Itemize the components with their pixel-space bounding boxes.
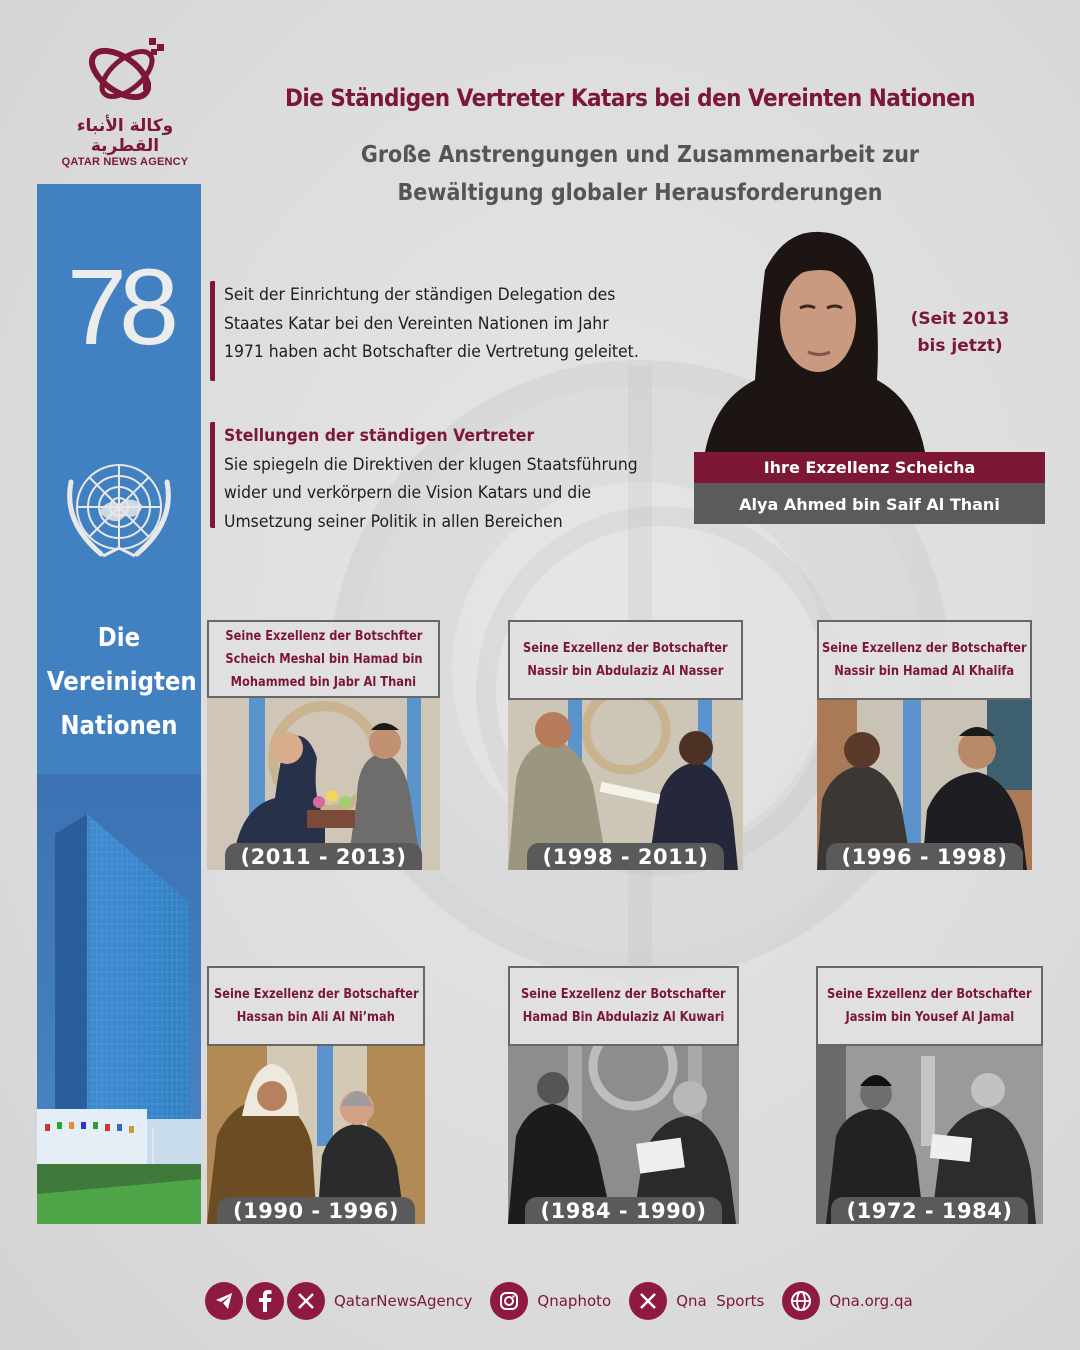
ambassador-title: Seine Exzellenz der Botschafter (827, 987, 1032, 1002)
term-years-badge: (1972 - 1984) (831, 1197, 1029, 1224)
term-years-badge: (1996 - 1998) (826, 843, 1024, 870)
current-ambassador-title: Ihre Exzellenz Scheicha (694, 452, 1045, 483)
ambassador-title: Seine Exzellenz der Botschafter (523, 641, 728, 656)
anniversary-number: 78 (66, 246, 172, 367)
ambassador-name: Nassir bin Hamad Al Khalifa (834, 664, 1015, 679)
positions-line: wider und verkörpern die Vision Katars und die (224, 483, 592, 503)
un-emblem-icon (59, 452, 179, 572)
term-years-badge: (2011 - 2013) (225, 843, 423, 870)
term-line: (Seit 2013 (910, 309, 1010, 329)
ambassador-label (508, 620, 743, 700)
ambassador-title: Seine Exzellenz der Botschafter (213, 987, 419, 1002)
intro-line: 1971 haben acht Botschafter die Vertretung geleitet. (224, 342, 639, 362)
handle-instagram-link[interactable]: Qnaphoto (537, 1292, 612, 1310)
page-title: Die Ständigen Vertreter Katars bei den Vereinten Nationen (284, 84, 976, 112)
positions-heading: Stellungen der ständigen Vertreter (224, 426, 535, 446)
intro-line: Seit der Einrichtung der ständigen Delegation des (224, 285, 616, 305)
ambassador-name: Jassim bin Yousef Al Jamal (845, 1010, 1014, 1025)
ambassador-card (817, 620, 1032, 870)
positions-line: Sie spiegeln die Direktiven der klugen Staatsführung (224, 454, 638, 475)
un-label-line: Die (97, 623, 141, 653)
un-label-line: Vereinigten (46, 667, 197, 697)
ambassador-name: Hassan bin Ali Al Ni’mah (236, 1010, 396, 1025)
ambassador-card (816, 966, 1043, 1224)
ambassador-name: Mohammed bin Jabr Al Thani (230, 674, 417, 690)
telegram-icon[interactable] (205, 1282, 243, 1320)
un-sidebar (37, 184, 201, 1224)
ambassador-label (207, 620, 440, 698)
qna-logo[interactable] (50, 32, 200, 168)
ambassador-name: Nassir bin Abdulaziz Al Nasser (527, 664, 724, 679)
term-years-badge: (1984 - 1990) (525, 1197, 723, 1224)
current-ambassador-portrait (705, 230, 925, 452)
current-ambassador-name: Alya Ahmed bin Saif Al Thani (694, 483, 1045, 524)
qna-logo-icon (75, 32, 175, 112)
instagram-icon[interactable] (490, 1282, 528, 1320)
un-headquarters-image (37, 774, 201, 1224)
un-label-line: Nationen (60, 711, 178, 741)
logo-english-text: QATAR NEWS AGENCY (61, 156, 189, 168)
ambassador-card (508, 966, 739, 1224)
subtitle-line: Bewältigung globaler Herausforderungen (397, 180, 883, 206)
logo-arabic-text: وكالة الأنباء القطرية (76, 116, 174, 156)
ambassador-label (816, 966, 1043, 1046)
term-line: bis jetzt) (917, 336, 1003, 356)
ambassador-label (508, 966, 739, 1046)
un-label (46, 616, 197, 748)
subtitle-line: Große Anstrengungen und Zusammenarbeit zur (360, 142, 920, 168)
positions-line: Umsetzung seiner Politik in allen Bereichen (224, 511, 563, 532)
ambassador-title: Seine Exzellenz der Botschafter (822, 641, 1027, 656)
ambassador-card (207, 966, 425, 1224)
term-years-badge: (1990 - 1996) (217, 1197, 415, 1224)
ambassador-name: Scheich Meshal bin Hamad bin (224, 651, 423, 667)
ambassador-card (508, 620, 743, 870)
ambassador-name: Hamad Bin Abdulaziz Al Kuwari (522, 1010, 725, 1025)
handle-main-link[interactable]: QatarNewsAgency (334, 1292, 473, 1310)
page-subtitle (271, 136, 1009, 212)
term-years-badge: (1998 - 2011) (527, 843, 725, 870)
ambassador-label (817, 620, 1032, 700)
website-link[interactable]: Qna.org.qa (829, 1292, 913, 1310)
handle-sports-link[interactable]: Qna Sports (676, 1292, 765, 1310)
intro-line: Staates Katar bei den Vereinten Nationen im Jahr (224, 313, 609, 334)
ambassador-title: Seine Exzellenz der Botschafter (521, 987, 726, 1002)
intro-paragraph (210, 281, 675, 381)
ambassador-card (207, 620, 440, 870)
social-footer (205, 1282, 931, 1320)
ambassador-label (207, 966, 425, 1046)
facebook-icon[interactable] (246, 1282, 284, 1320)
ambassador-title: Seine Exzellenz der Botschfter (224, 628, 423, 644)
positions-paragraph (210, 422, 674, 532)
current-term (900, 306, 1020, 360)
x-twitter-icon[interactable] (629, 1282, 667, 1320)
x-twitter-icon[interactable] (287, 1282, 325, 1320)
globe-icon[interactable] (782, 1282, 820, 1320)
